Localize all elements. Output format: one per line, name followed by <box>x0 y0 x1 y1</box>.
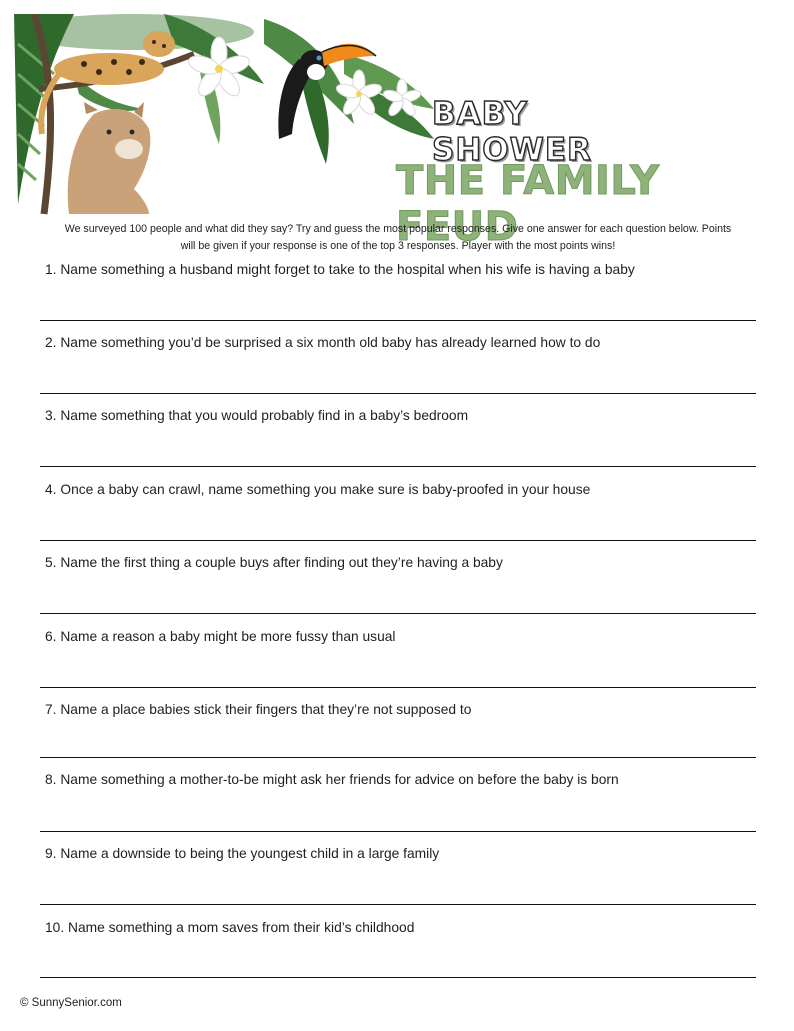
question-text: 6. Name a reason a baby might be more fussy than usual <box>45 629 396 644</box>
question-item <box>40 335 756 406</box>
instructions-line-2: will be given if your response is one of the top 3 responses. Player with the most points wins! <box>180 240 616 252</box>
question-text: 2. Name something you’d be surprised a six month old baby has already learned how to do <box>45 335 601 350</box>
instructions-line-1: We surveyed 100 people and what did they say? Try and guess the most popular responses. Give one answer for each question below. Points <box>64 223 732 235</box>
question-text: 9. Name a downside to being the youngest child in a large family <box>45 846 440 861</box>
copyright-footer: © SunnySenior.com <box>20 997 122 1009</box>
question-text: 7. Name a place babies stick their fingers that they’re not supposed to <box>45 702 472 717</box>
jungle-illustration <box>14 14 444 219</box>
answer-line[interactable] <box>40 904 756 905</box>
question-item <box>40 920 756 991</box>
answer-line[interactable] <box>40 320 756 321</box>
question-text: 1. Name something a husband might forget to take to the hospital when his wife is having a baby <box>45 262 635 277</box>
answer-line[interactable] <box>40 540 756 541</box>
answer-line[interactable] <box>40 977 756 978</box>
subtitle-baby-shower: BABY SHOWER <box>432 96 592 168</box>
question-text: 3. Name something that you would probably find in a baby’s bedroom <box>45 408 469 423</box>
answer-line[interactable] <box>40 466 756 467</box>
question-text: 8. Name something a mother-to-be might ask her friends for advice on before the baby is born <box>45 772 619 787</box>
answer-line[interactable] <box>40 393 756 394</box>
question-item <box>40 262 756 333</box>
question-item <box>40 702 756 773</box>
question-item <box>40 772 756 843</box>
question-item <box>40 629 756 700</box>
question-text: 5. Name the first thing a couple buys after finding out they’re having a baby <box>45 555 503 570</box>
answer-line[interactable] <box>40 613 756 614</box>
question-item <box>40 482 756 553</box>
answer-line[interactable] <box>40 757 756 758</box>
answer-line[interactable] <box>40 831 756 832</box>
cougar-illustration <box>68 102 151 214</box>
question-item <box>40 408 756 479</box>
answer-line[interactable] <box>40 687 756 688</box>
question-item <box>40 555 756 626</box>
question-text: 4. Once a baby can crawl, name something you make sure is baby-proofed in your house <box>45 482 591 497</box>
question-item <box>40 846 756 917</box>
page-title: THE FAMILY FEUD <box>396 158 660 250</box>
instructions <box>40 221 756 255</box>
question-text: 10. Name something a mom saves from their kid’s childhood <box>45 920 415 935</box>
